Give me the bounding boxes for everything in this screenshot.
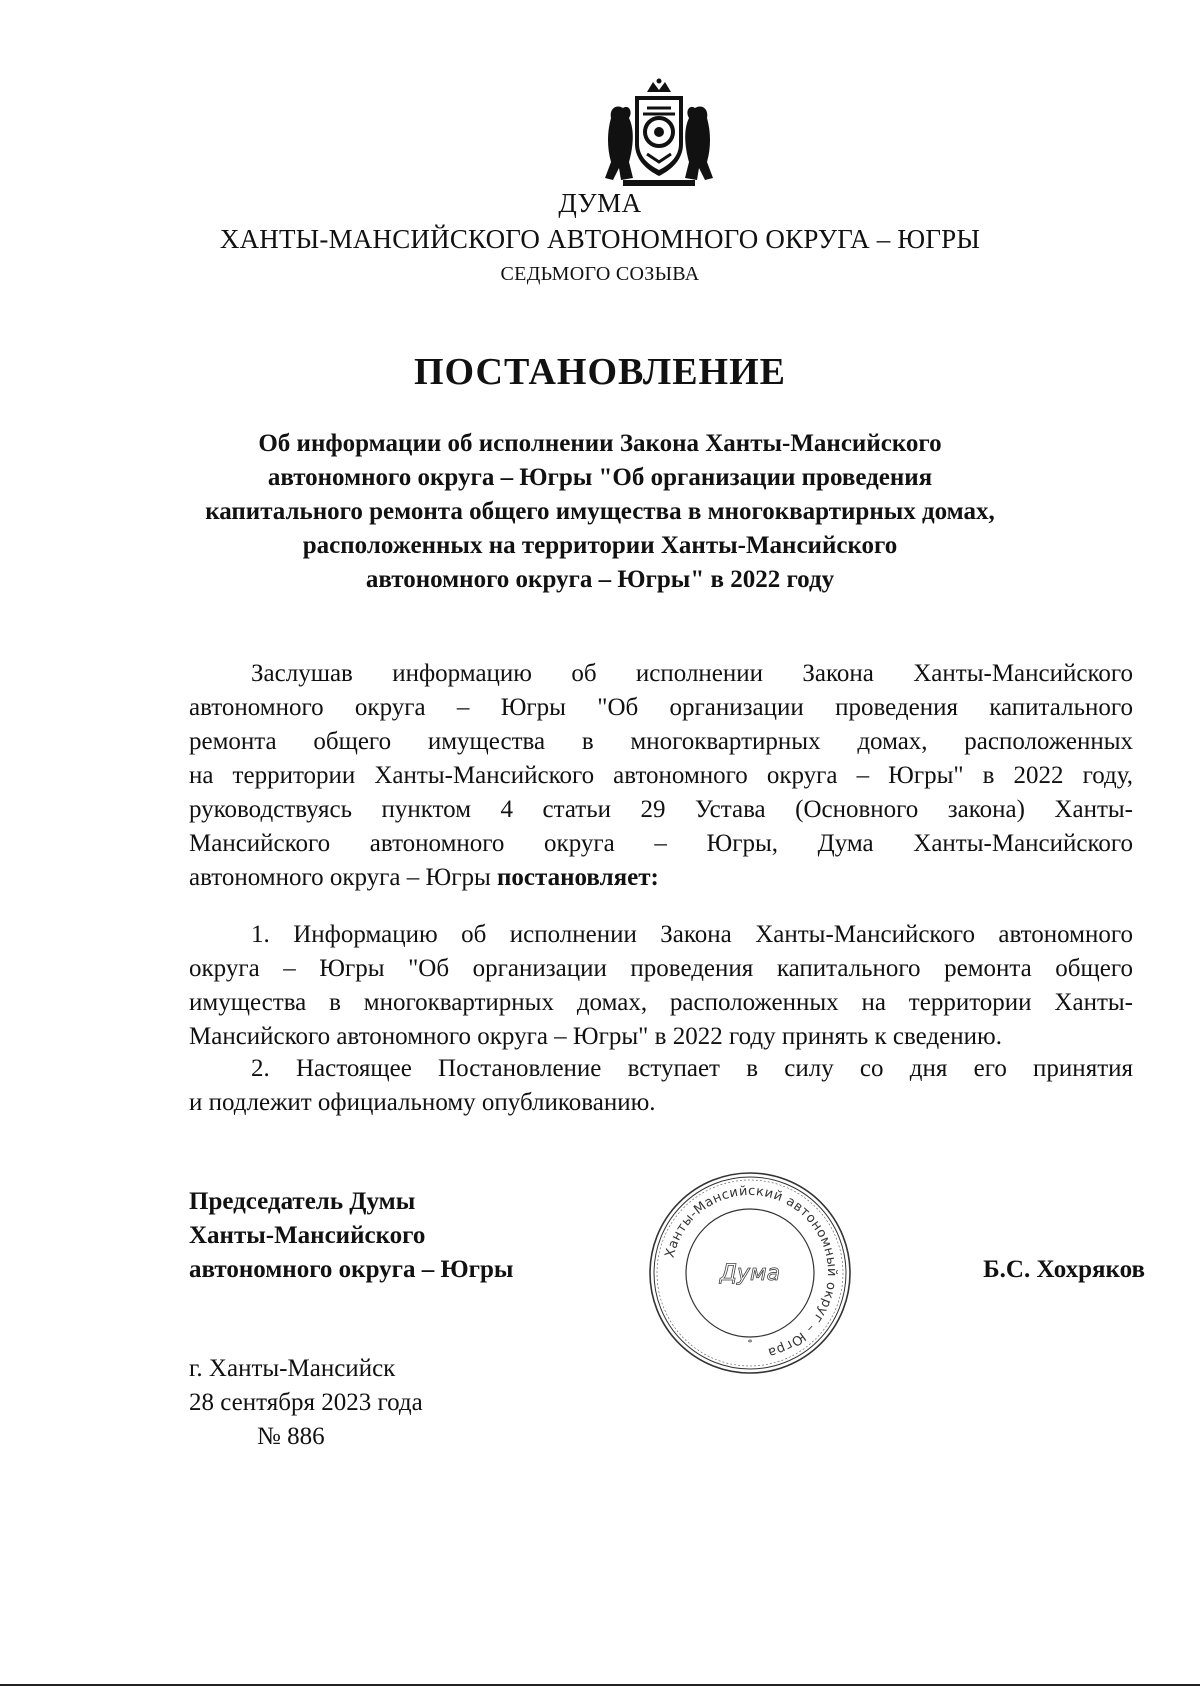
subject-line: Об информации об исполнении Закона Ханты-Мансийского — [258, 430, 942, 457]
stamp-center-text: Дума — [719, 1261, 781, 1286]
item-2-line: и подлежит официальному опубликованию. — [189, 1089, 656, 1116]
subject-line: расположенных на территории Ханты-Мансийского — [302, 532, 898, 559]
subject-line: автономного округа – Югры" в 2022 году — [365, 566, 835, 593]
bottom-rule — [0, 1684, 1200, 1686]
preamble-line: Мансийского автономного округа – Югры, Дума Ханты-Мансийского — [189, 830, 1133, 857]
signer-name: Б.С. Хохряков — [983, 1256, 1145, 1283]
item-2-line: 2. Настоящее Постановление вступает в силу со дня его принятия — [251, 1055, 1133, 1082]
document-type: ПОСТАНОВЛЕНИЕ — [413, 351, 787, 393]
item-1-paragraph — [189, 918, 1133, 1054]
convocation: СЕДЬМОГО СОЗЫВА — [500, 263, 700, 285]
stamp-ring-text: Ханты-Мансийский автономный округ – Югра — [662, 1183, 840, 1360]
position-line: Ханты-Мансийского — [189, 1222, 426, 1249]
position-line: Председатель Думы — [189, 1188, 416, 1215]
subject-line: автономного округа – Югры "Об организации проведения — [267, 464, 933, 491]
document-number: № 886 — [257, 1423, 325, 1450]
preamble-paragraph — [189, 657, 1133, 895]
preamble-line: автономного округа – Югры "Об организации проведения капитального — [189, 694, 1133, 721]
document-subject — [170, 427, 1030, 597]
subject-line: капитального ремонта общего имущества в многоквартирных домах, — [205, 498, 995, 525]
item-1-line: имущества в многоквартирных домах, расположенных на территории Ханты- — [189, 989, 1133, 1016]
date-of-issue: 28 сентября 2023 года — [189, 1389, 423, 1416]
item-1-line: 1. Информацию об исполнении Закона Ханты-Мансийского автономного — [251, 921, 1133, 948]
org-region: ХАНТЫ-МАНСИЙСКОГО АВТОНОМНОГО ОКРУГА – ЮГРЫ — [219, 224, 981, 254]
preamble-line: Заслушав информацию об исполнении Закона Ханты-Мансийского — [251, 660, 1133, 687]
coat-of-arms-icon — [603, 78, 715, 190]
preamble-line: руководствуясь пунктом 4 статьи 29 Устава (Основного закона) Ханты- — [189, 796, 1133, 823]
item-1-line: Мансийского автономного округа – Югры" в 2022 году принять к сведению. — [189, 1023, 1002, 1050]
org-name: ДУМА — [558, 188, 642, 218]
svg-text:*: * — [747, 1338, 753, 1349]
official-seal-icon — [645, 1168, 855, 1378]
place-of-issue: г. Ханты-Мансийск — [189, 1355, 396, 1382]
preamble-line: ремонта общего имущества в многоквартирных домах, расположенных — [189, 728, 1133, 755]
position-line: автономного округа – Югры — [189, 1256, 514, 1283]
signatory-position — [189, 1185, 609, 1287]
item-1-line: округа – Югры "Об организации проведения капитального ремонта общего — [189, 955, 1133, 982]
preamble-line — [189, 861, 1133, 895]
resolves-word: постановляет: — [497, 864, 659, 891]
preamble-last-text: автономного округа – Югры — [189, 864, 498, 891]
document-footer — [189, 1352, 589, 1454]
item-2-paragraph — [189, 1052, 1133, 1120]
preamble-line: на территории Ханты-Мансийского автономного округа – Югры" в 2022 году, — [189, 762, 1133, 789]
